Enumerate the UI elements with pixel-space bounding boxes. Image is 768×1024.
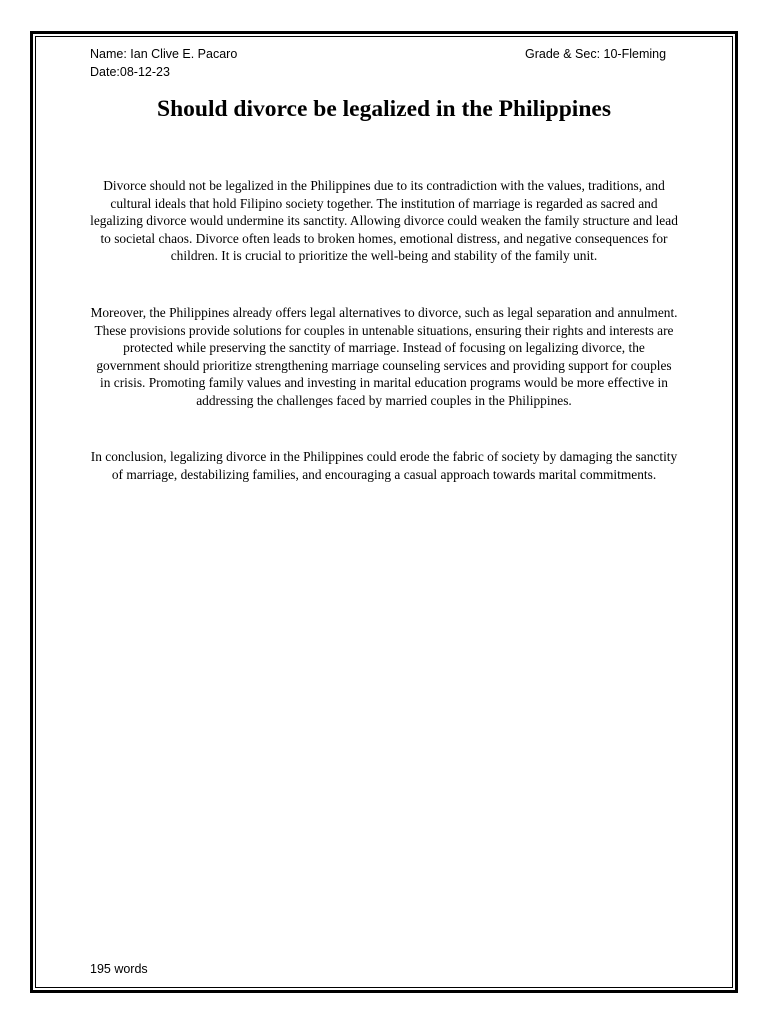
body-paragraph-1: Divorce should not be legalized in the Philippines due to its contradiction with the values, traditions, and cultural ideals that hold Filipino society together. The institution of marriage is regarded as sacred and legalizing divorce would undermine its sanctity. Allowing divorce could weaken the family structure and lead to societal chaos. Divorce often leads to broken homes, emotional distress, and negative consequences for children. It is crucial to prioritize the well-being and stability of the family unit.	[90, 178, 678, 264]
student-name: Name: Ian Clive E. Pacaro	[90, 47, 238, 61]
grade-section: Grade & Sec: 10-Fleming	[525, 47, 667, 61]
body-paragraph-3: In conclusion, legalizing divorce in the Philippines could erode the fabric of society by damaging the sanctity of marriage, destabilizing families, and encouraging a casual approach towards marital commitments.	[90, 449, 678, 482]
word-count: 195 words	[90, 962, 148, 976]
body-paragraph-2: Moreover, the Philippines already offers legal alternatives to divorce, such as legal separation and annulment. These provisions provide solutions for couples in untenable situations, ensuring their rights and interests are protected while preserving the sanctity of marriage. Instead of focusing on legalizing divorce, the government should prioritize strengthening marriage counseling services and providing support for couples in crisis. Promoting family values and investing in marital education programs would be more effective in addressing the challenges faced by married couples in the Philippines.	[90, 305, 678, 408]
document-title: Should divorce be legalized in the Philippines	[157, 96, 611, 122]
document-date: Date:08-12-23	[90, 65, 170, 79]
